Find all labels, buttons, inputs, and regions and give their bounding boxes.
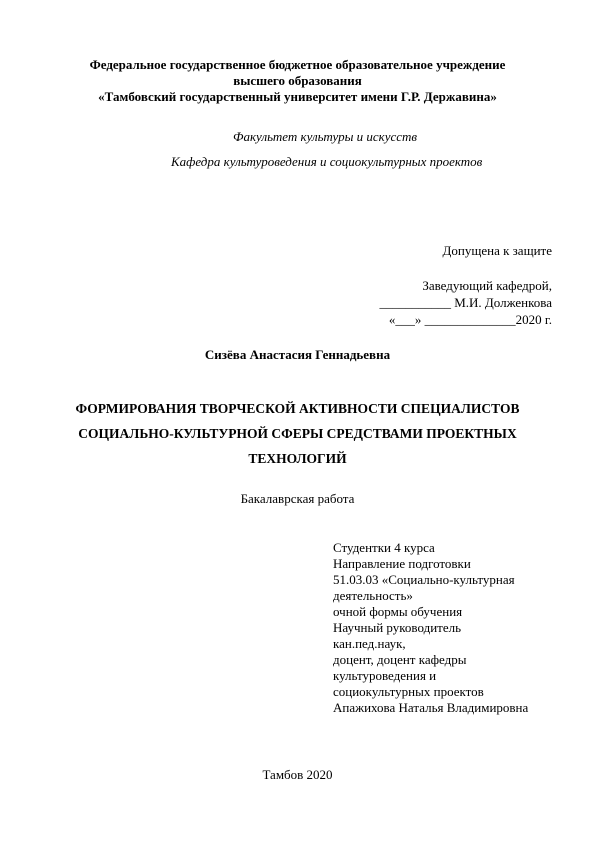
supervisor-name: Апажихова Наталья Владимировна — [333, 700, 529, 715]
student-info-line: Научный руководитель — [333, 620, 462, 635]
work-type: Бакалаврская работа — [240, 491, 355, 506]
admitted-to-defense: Допущена к защите — [442, 243, 552, 258]
institution-line-2: высшего образования — [233, 73, 362, 88]
institution-header — [0, 57, 595, 105]
head-signature: ___________ М.И. Долженкова — [379, 295, 552, 310]
student-info-line: культуроведения и — [333, 668, 437, 683]
faculty-name: Факультет культуры и искусств — [233, 129, 418, 144]
student-info-line: 51.03.03 «Социально-культурная — [333, 572, 515, 587]
thesis-title-line-2: СОЦИАЛЬНО-КУЛЬТУРНОЙ СФЕРЫ СРЕДСТВАМИ ПРОЕКТНЫХ — [78, 426, 517, 441]
author-name: Сизёва Анастасия Геннадьевна — [204, 347, 391, 362]
student-info-block — [333, 540, 528, 716]
approval-date: «___» ______________2020 г. — [388, 312, 552, 327]
city-year: Тамбов 2020 — [262, 767, 333, 782]
department-name: Кафедра культуроведения и социокультурных проектов — [171, 154, 483, 169]
institution-line-1: Федеральное государственное бюджетное образовательное учреждение — [89, 57, 506, 72]
head-title: Заведующий кафедрой, — [422, 278, 552, 293]
student-info-line: очной формы обучения — [333, 604, 463, 619]
student-info-line: доцент, доцент кафедры — [333, 652, 467, 667]
institution-line-3: «Тамбовский государственный университет имени Г.Р. Державина» — [98, 89, 497, 104]
student-info-line: кан.пед.наук, — [333, 636, 406, 651]
student-info-line: Направление подготовки — [333, 556, 471, 571]
student-info-line: деятельность» — [333, 588, 413, 603]
thesis-title — [0, 396, 595, 471]
department-head-block — [379, 277, 552, 328]
student-info-line: Студентки 4 курса — [333, 540, 435, 555]
thesis-title-line-3: ТЕХНОЛОГИЙ — [248, 451, 347, 466]
thesis-title-line-1: ФОРМИРОВАНИЯ ТВОРЧЕСКОЙ АКТИВНОСТИ СПЕЦИАЛИСТОВ — [75, 401, 520, 416]
student-info-line: социокультурных проектов — [333, 684, 484, 699]
